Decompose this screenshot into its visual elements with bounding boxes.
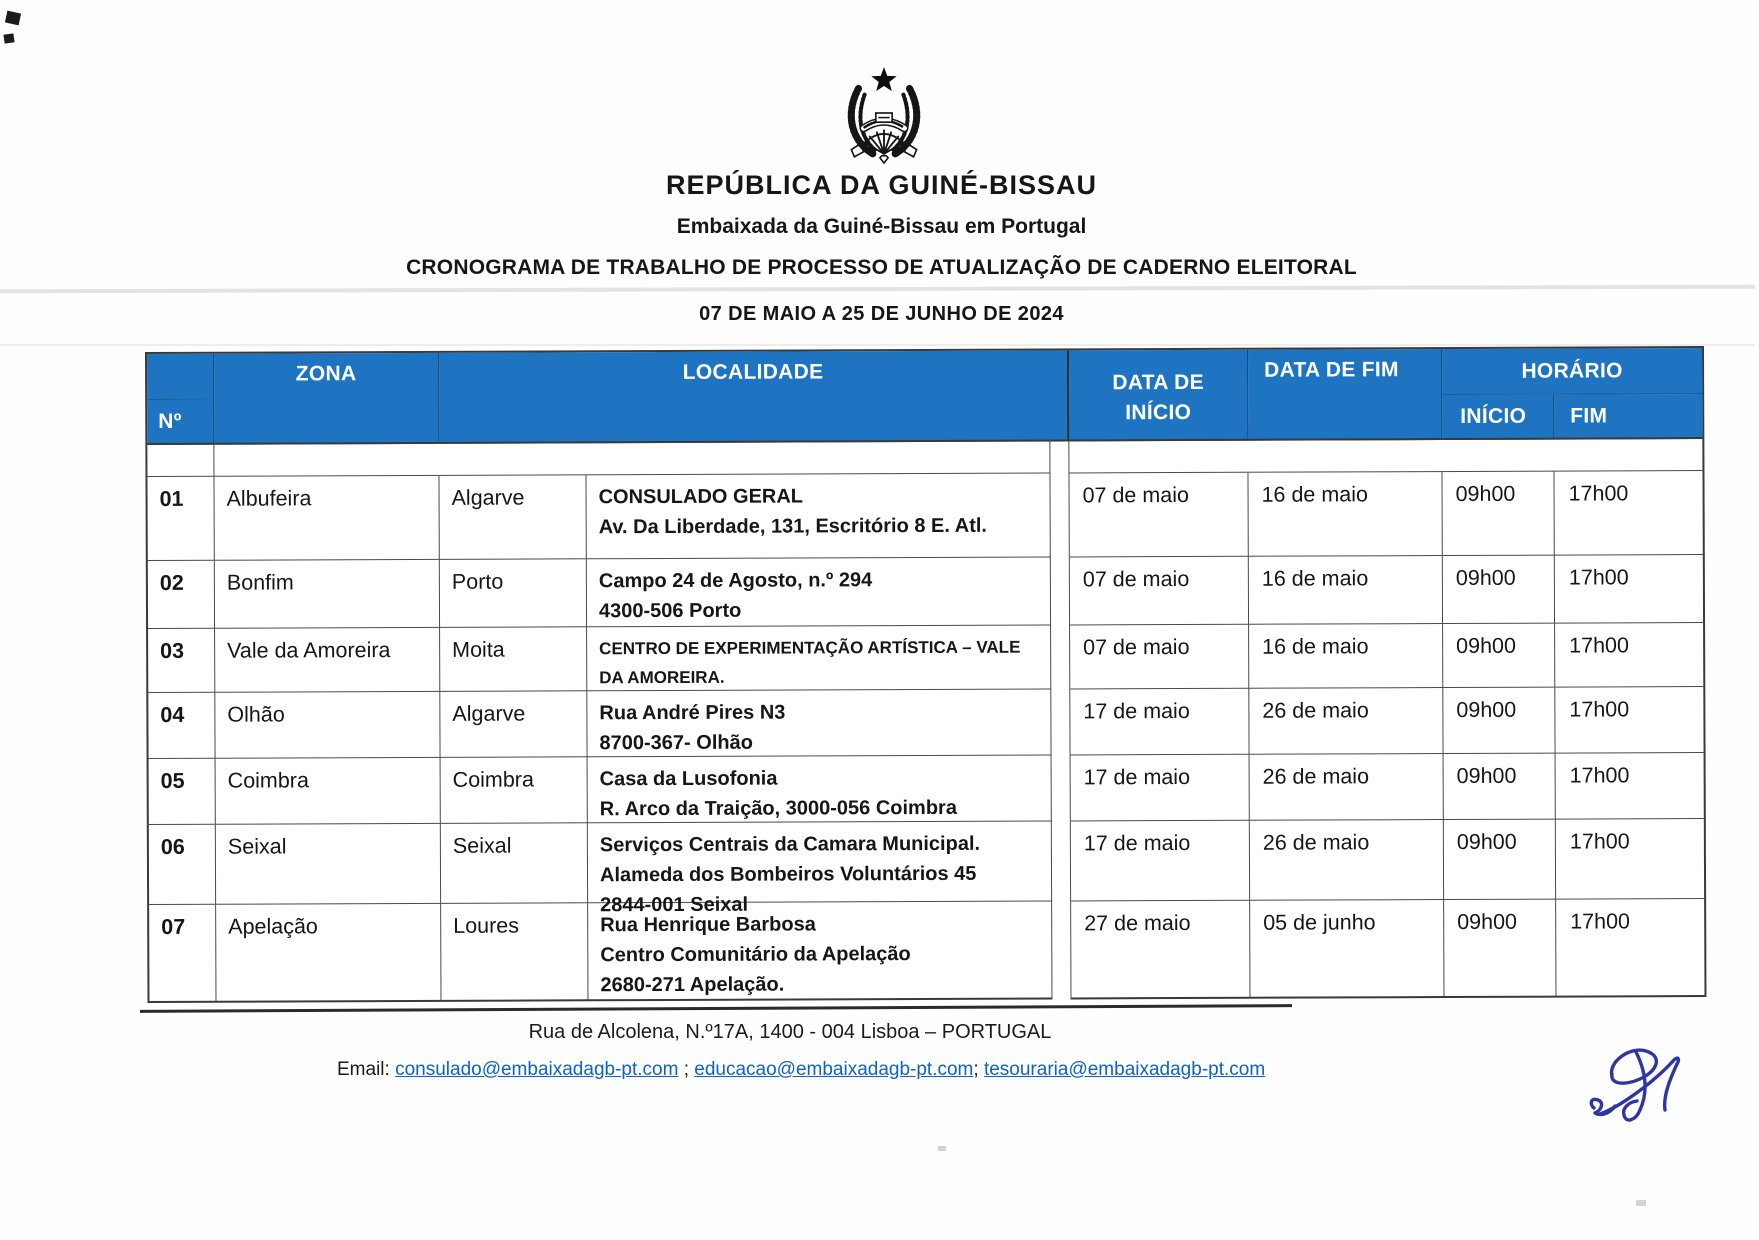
cell-localidade (588, 822, 1052, 917)
spacer-column (1050, 441, 1069, 473)
cell-zona: Bonfim (215, 560, 440, 629)
cell-zona: Apelação (216, 904, 441, 1003)
handwritten-signature (1578, 1018, 1708, 1153)
cell-horario-fim: 17h00 (1556, 819, 1704, 900)
cell-regiao: Coimbra (441, 757, 588, 824)
spacer-row-cell (147, 445, 214, 477)
spacer-row-cell (214, 442, 1050, 477)
email-link-tesouraria[interactable]: tesouraria@embaixadagb-pt.com (983, 1059, 1266, 1080)
cell-regiao: Seixal (441, 823, 588, 904)
email-separator: ; (973, 1059, 984, 1080)
cell-data-inicio: 17 de maio (1071, 755, 1250, 822)
scan-streak (0, 285, 1755, 294)
col-header-localidade: LOCALIDADE (439, 350, 1069, 443)
scan-speck (5, 11, 21, 26)
cell-numero: 04 (148, 693, 215, 759)
spacer-column (1051, 557, 1070, 625)
localidade-line: 2844-001 Seixal (600, 893, 749, 917)
col-header-data-fim: DATA DE FIM (1248, 349, 1442, 441)
scan-streak (0, 344, 1755, 346)
col-header-horario-inicio: INÍCIO (1442, 395, 1554, 440)
footer-divider (140, 1004, 1292, 1013)
cell-regiao: Algarve (439, 475, 586, 560)
spacer-column (1052, 755, 1071, 821)
country-title: REPÚBLICA DA GUINÉ-BISSAU (665, 170, 1097, 200)
col-header-zona: ZONA (214, 353, 439, 445)
cell-numero: 01 (147, 477, 214, 561)
schedule-table (145, 346, 1706, 1003)
cell-horario-inicio: 09h00 (1442, 472, 1554, 556)
guinea-bissau-coat-of-arms (836, 64, 932, 169)
cell-data-fim: 26 de maio (1250, 754, 1444, 821)
col-header-numero: Nº (147, 400, 214, 445)
document-period: 07 DE MAIO A 25 DE JUNHO DE 2024 (699, 303, 1064, 325)
footer-email-line (337, 1059, 1265, 1081)
cell-regiao: Porto (440, 559, 587, 628)
footer-address: Rua de Alcolena, N.º17A, 1400 - 004 Lisboa – PORTUGAL (528, 1021, 1052, 1043)
cell-horario-fim: 17h00 (1554, 471, 1702, 556)
cell-numero: 03 (148, 629, 215, 693)
localidade-line: Casa da Lusofonia (599, 767, 778, 791)
cell-localidade (587, 690, 1051, 758)
localidade-line: R. Arco da Traição, 3000-056 Coimbra (599, 796, 957, 821)
email-link-educacao[interactable]: educacao@embaixadagb-pt.com (694, 1059, 974, 1080)
cell-data-fim: 05 de junho (1250, 900, 1444, 999)
email-separator: ; (678, 1059, 695, 1080)
col-header-data-inicio-line1: DATA DE (1112, 370, 1204, 394)
cell-data-inicio: 17 de maio (1071, 821, 1250, 902)
cell-data-fim: 26 de maio (1250, 820, 1444, 901)
cell-regiao: Moita (440, 627, 587, 692)
localidade-line: 4300-506 Porto (598, 599, 742, 623)
cell-data-inicio: 17 de maio (1070, 689, 1249, 756)
cell-horario-fim: 17h00 (1555, 555, 1703, 624)
col-header-data-inicio-line2: INÍCIO (1125, 400, 1192, 424)
cell-horario-inicio: 09h00 (1443, 556, 1555, 624)
document-title: CRONOGRAMA DE TRABALHO DE PROCESSO DE ATUALIZAÇÃO DE CADERNO ELEITORAL (406, 256, 1357, 279)
localidade-line: Serviços Centrais da Camara Municipal. (599, 832, 981, 857)
localidade-line: Alameda dos Bombeiros Voluntários 45 (599, 862, 977, 887)
header-corner-blank (147, 354, 214, 400)
cell-data-fim: 16 de maio (1249, 624, 1443, 689)
cell-localidade (586, 474, 1050, 560)
col-header-horario-fim: FIM (1554, 394, 1702, 440)
localidade-line: 8700-367- Olhão (599, 731, 753, 755)
cell-localidade (588, 902, 1052, 1002)
cell-horario-inicio: 09h00 (1444, 754, 1556, 820)
cell-data-inicio: 07 de maio (1070, 557, 1249, 626)
coat-of-arms-icon (836, 64, 932, 164)
cell-data-fim: 16 de maio (1249, 556, 1443, 625)
cell-data-inicio: 07 de maio (1070, 625, 1249, 690)
scan-speck (1636, 1200, 1646, 1206)
cell-data-fim: 26 de maio (1249, 688, 1443, 755)
cell-horario-inicio: 09h00 (1444, 900, 1556, 998)
cell-horario-fim: 17h00 (1556, 899, 1704, 998)
cell-numero: 02 (148, 561, 215, 629)
cell-zona: Seixal (216, 824, 441, 905)
spacer-column (1051, 625, 1070, 689)
embassy-subtitle: Embaixada da Guiné-Bissau em Portugal (676, 215, 1087, 238)
cell-numero: 06 (149, 825, 216, 905)
spacer-column (1051, 689, 1070, 755)
cell-numero: 07 (149, 905, 216, 1003)
localidade-line: 2680-271 Apelação. (600, 973, 785, 997)
cell-horario-inicio: 09h00 (1443, 624, 1555, 688)
email-link-consulado[interactable]: consulado@embaixadagb-pt.com (395, 1059, 679, 1080)
cell-data-fim: 16 de maio (1248, 472, 1442, 557)
email-label: Email: (337, 1059, 390, 1080)
cell-numero: 05 (149, 759, 216, 825)
localidade-line: Centro Comunitário da Apelação (600, 943, 911, 967)
col-header-data-inicio (1069, 350, 1248, 442)
cell-localidade (587, 558, 1051, 628)
localidade-line: Av. Da Liberdade, 131, Escritório 8 E. Atl. (598, 514, 987, 539)
localidade-line: CONSULADO GERAL (598, 485, 804, 509)
localidade-line: Rua André Pires N3 (599, 701, 786, 725)
col-header-horario: HORÁRIO (1442, 348, 1702, 395)
scan-speck (3, 33, 14, 43)
scan-speck (938, 1146, 946, 1151)
spacer-row-cell (1069, 439, 1702, 473)
cell-horario-fim: 17h00 (1556, 753, 1704, 820)
cell-zona: Olhão (215, 692, 440, 759)
cell-horario-inicio: 09h00 (1443, 688, 1555, 754)
cell-zona: Vale da Amoreira (215, 628, 440, 693)
cell-localidade (588, 756, 1052, 824)
localidade-line: DA AMOREIRA. (599, 667, 725, 688)
cell-horario-fim: 17h00 (1555, 623, 1703, 688)
spacer-column (1052, 901, 1071, 999)
localidade-line: Campo 24 de Agosto, n.º 294 (598, 569, 873, 593)
localidade-line: CENTRO DE EXPERIMENTAÇÃO ARTÍSTICA – VALE (599, 637, 1021, 659)
cell-regiao: Algarve (440, 691, 587, 758)
spacer-column (1052, 821, 1071, 901)
black-star-icon (871, 67, 896, 91)
cell-data-inicio: 27 de maio (1071, 901, 1250, 1000)
cell-regiao: Loures (441, 903, 588, 1002)
localidade-line: Rua Henrique Barbosa (600, 913, 816, 937)
cell-zona: Coimbra (216, 758, 441, 825)
cell-localidade (587, 626, 1051, 692)
cell-horario-fim: 17h00 (1555, 687, 1703, 754)
signature-icon (1578, 1018, 1708, 1148)
cell-zona: Albufeira (214, 476, 439, 561)
cell-horario-inicio: 09h00 (1444, 820, 1556, 900)
cell-data-inicio: 07 de maio (1069, 473, 1248, 558)
spacer-column (1050, 473, 1069, 557)
